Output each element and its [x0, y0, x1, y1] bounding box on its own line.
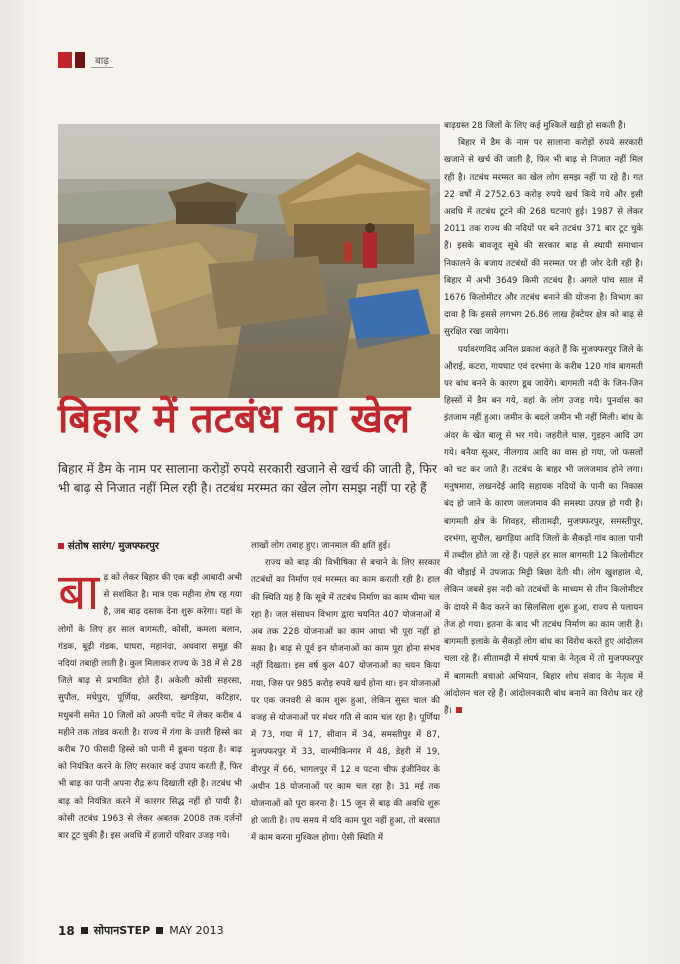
photo-illustration: [58, 124, 440, 398]
col1-paragraph: [58, 563, 242, 845]
col2-paragraph-2: राज्य को बाढ़ की विभीषिका से बचाने के लिए सरकार तटबंधों का निर्माण एवं मरम्मत का काम कराती रही है। हाल की स्थिति यह है कि सूबे में तटबंध निर्माण का काम धीमा चल रहा है। जल संसाधन विभाग द्वारा चयनित 407 योजनाओं में अब तक 228 योजनाओं का काम आधा भी पूरा नहीं हो सका है। बाढ़ से पूर्व इन योजनाओं का काम पूरा होना संभव नहीं दिखता। इस वर्ष कुल 407 योजनाओं का चयन किया गया, जिस पर 985 करोड़ रुपये खर्च होना था। इन योजनाओं पर एक जनवरी से काम शुरू हुआ, लेकिन सुस्त चाल की वजह से योजनाओं पर मंथर गति से काम चल रहा है। पूर्णिया में 73, गया में 17, सीवान में 34, समस्तीपुर में 87, मुजफ्फरपुर में 33, वाल्मीकिनगर में 48, डेहरी में 19, वीरपुर में 66, भागलपुर में 12 व पटना चीफ इंजीनियर के अधीन 18 योजनाओं पर काम चल रहा है। 31 मई तक योजनाओं को पूरा करना है। 15 जून से बाढ़ की अवधि शुरू हो जाती है। तय समय में यदि काम पूरा नहीं हुआ, तो बरसात में काम करना मुश्किल होगा। ऐसी स्थिति में: [251, 558, 440, 844]
subtitle: बिहार में डैम के नाम पर सालाना करोड़ों रुपये सरकारी खजाने से खर्च की जाती है, फिर भी बाढ़ से निजात नहीं मिल रही है। तटबंध मरम्मत का खेल लोग समझ नहीं पा रहे हैं: [58, 462, 437, 495]
col3-paragraph-3: [444, 342, 643, 720]
dropcap: बा: [58, 563, 100, 621]
page-number: 18: [58, 923, 75, 938]
column-3: [444, 118, 643, 913]
issue-date: MAY 2013: [169, 924, 224, 937]
col1-paragraph-text: ढ़ को लेकर बिहार की एक बड़ी आबादी अभी से सशंकित है। मात्र एक महीना शेष रह गया है, जब बाढ़ दस्तक देना शुरू करेगा। यहां के लोगों के लिए हर साल बागमती, कोसी, कमला बलान, गंडक, बूढ़ी गंडक, घाघरा, महानंदा, अधवारा समूह की नदियां तबाही लाती है। कुल मिलाकर राज्य के 38 में से 28 जिले बाढ़ से प्रभावित होते हैं। अकेली कोसी सहरसा, सुपौल, मधेपुरा, पूर्णिया, अररिया, खगड़िया, कटिहार, मधुबनी समेत 10 जिलों को अपनी चपेट में लेकर करीब 4 महीने तक तांडव करती है। राज्य में गंगा के उत्तरी हिस्से का करीब 70 फीसदी हिस्से को पानी में डूबना पड़ता है। बाढ़ को नियंत्रित करने के लिए सरकार कई उपाय करती हैं, फिर भी बाढ़ का पानी अपना रौद्र रूप दिखाती रही है। तटबंध भी बाढ़ को नियंत्रित करने में कारगर सिद्ध नहीं हो पायी है। कोसी तटबंध 1963 से लेकर अबतक 2008 तक दर्जनों बार टूट चुकी हैं। इस अवधि में हजारों परिवार उजड़ गये।: [58, 573, 242, 842]
end-mark-icon: [456, 707, 462, 713]
byline-text: संतोष सारंग/ मुजफ्फरपुर: [68, 541, 160, 552]
section-tag-maroon-block: [75, 52, 85, 68]
page-footer: [58, 923, 224, 938]
footer-separator-icon: [81, 927, 88, 934]
headline: बिहार में तटबंध का खेल: [58, 396, 411, 442]
column-1: [58, 563, 242, 910]
magazine-name: सोपानSTEP: [93, 924, 151, 937]
col3-paragraph-1: बाढ़ग्रस्त 28 जिलों के लिए कई मुश्किलें खड़ी हो सकती हैं।: [444, 121, 626, 131]
section-tag-red-block: [58, 52, 72, 68]
byline-marker-icon: [58, 543, 64, 549]
flood-village-photo: [58, 124, 440, 398]
section-tag: [58, 52, 113, 68]
footer-separator-icon: [156, 927, 163, 934]
col2-paragraph-1: लाखों लोग तबाह हुए। जानमाल की क्षति हुई।: [251, 541, 391, 551]
column-2: [251, 538, 440, 908]
col3-paragraph-3-text: पर्यावरणविद अनिल प्रकाश कहते हैं कि मुजफ्फरपुर जिले के औराई, कटरा, गायघाट एवं दरभंगा के करीब 120 गांव बागमती पर बांध बनने के कारण डूब जायेंगे। बागमती नदी के जिन-जिन हिस्सों में डैम बन गये, वहां के लोग उजड़ गये। पुनर्वास का इंतजाम नहीं हुआ। जमीन के बदले जमीन भी नहीं मिली। बांध के अंदर के खेत बालू से भर गये। जहरीले घास, गुड़हन आदि उग गये। बनैया सूअर, नीलगाय आदि का वास हो गया, जो फसलों को चट कर जाते हैं। तटबंध के बाहर भी जलजमाव होने लगा। मनुषमारा, लखनदेई आदि सहायक नदियों के पानी का निकास बंद हो जाने के कारण जलजमाव की समस्या उत्पन्न हो गयी है। बागमती क्षेत्र के शिवहर, सीतामढ़ी, मुजफ्फरपुर, समस्तीपुर, दरभंगा, सुपौल, खगड़िया आदि जिलों के सैकड़ों गांव काला पानी में तब्दील होते जा रहे हैं। पहले हर साल बागमती 12 किलोमीटर की चौड़ाई में उपजाऊ मिट्टी बिछा देती थी। लोग खुशहाल थे, लेकिन जबसे इस नदी को तटबंधों के माध्यम से तीन किलोमीटर के दायरे में कैद करने का सिलसिला शुरू हुआ, राज्य से पलायन तेज हो गया। इतना के बाद भी तटबंध निर्माण का काम जारी है। बागमती इलाके के सैकड़ों लोग बांध का विरोध करते हुए आंदोलन चला रहे हैं। सीतामढ़ी में संघर्ष यात्रा के नेतृत्व में तो मुजफ्फरपुर में बागमती बचाओ अभियान, बिहार शोध संवाद के नेतृत्व में आंदोलन चल रहे हैं। आंदोलनकारी बांध बनाने का विरोध कर रहे हैं।: [444, 344, 643, 716]
section-label: बाढ़: [91, 53, 113, 68]
byline: [58, 538, 159, 552]
col3-paragraph-2: बिहार में डैम के नाम पर सालाना करोड़ों रुपये सरकारी खजाने से खर्च की जाती है, फिर भी बाढ़ से निजात नहीं मिल रही है। तटबंध मरम्मत का खेल लोग समझ नहीं पा रहे हैं। गत 22 वर्षों में 2752.63 करोड़ रुपये खर्च किये गये और इसी अवधि में तटबंध टूटने की 268 घटनाएं हुई। 1987 से लेकर 2011 तक राज्य की नदियों पर बने तटबंध 371 बार टूट चुके हैं। इसके बावजूद सूबे की सरकार बाढ़ से स्थायी समाधान निकालने के बजाय तटबंधों की मरम्मत पर ही जोर देती रही है। बिहार में अभी 3649 किमी तटबंध है। अगले पांच साल में 1676 किलोमीटर और तटबंध बनाने की योजना है। विभाग का दावा है कि इससे लगभग 26.86 लाख हेक्टेयर क्षेत्र को बाढ़ से सुरक्षित रखा जायेगा।: [444, 138, 643, 338]
